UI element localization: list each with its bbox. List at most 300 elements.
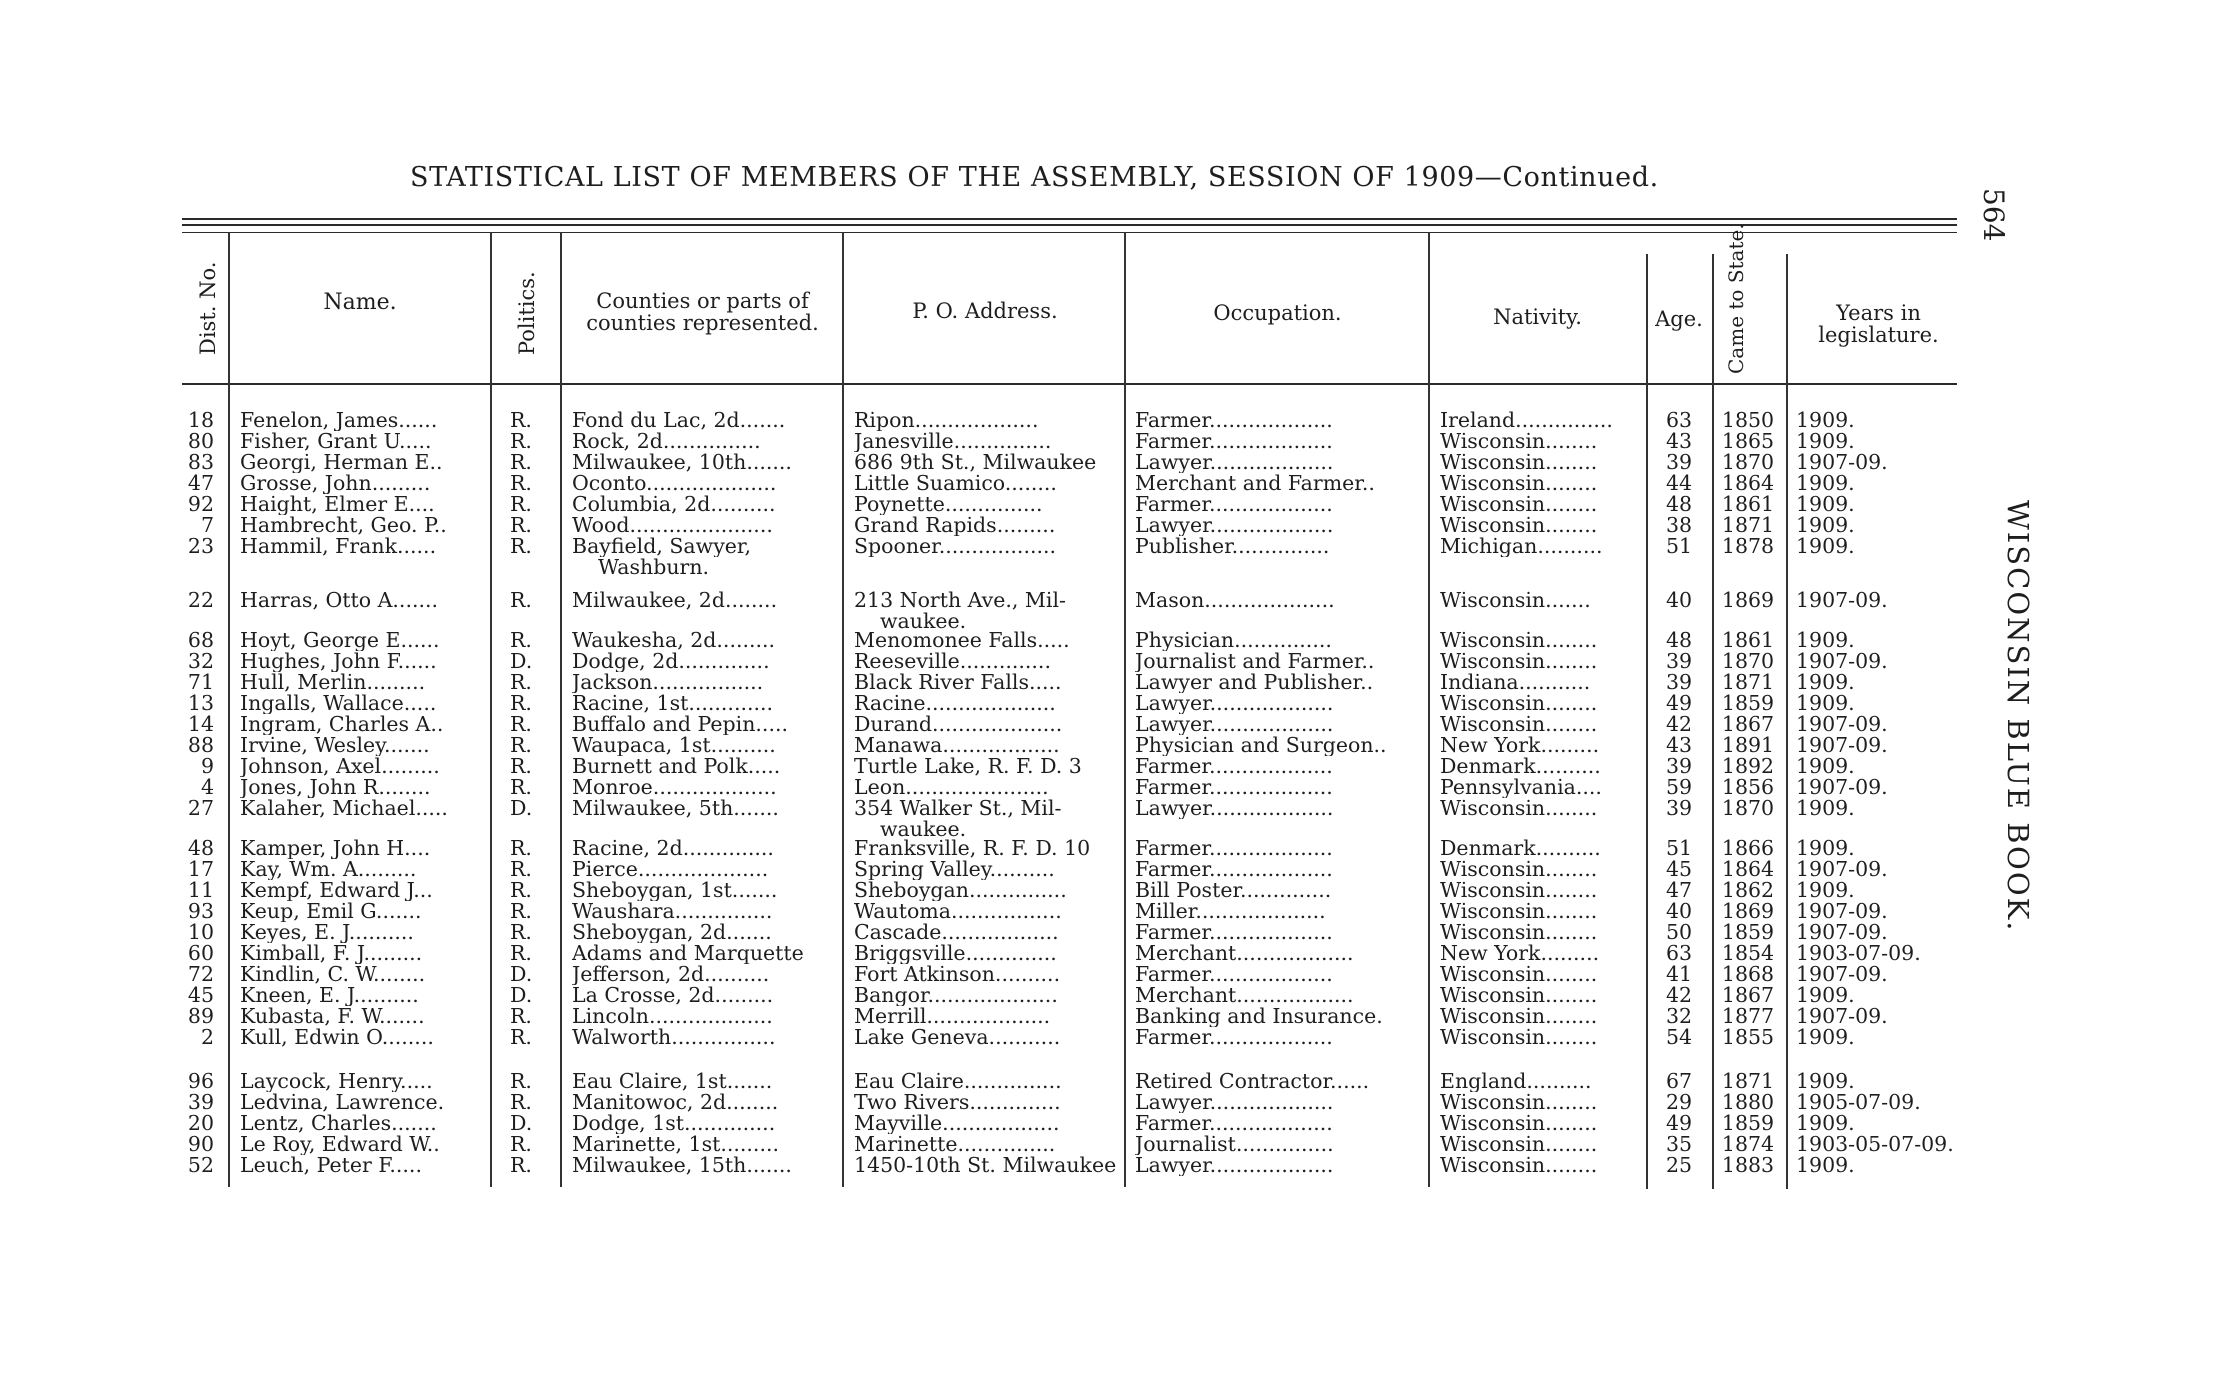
- po-address: Lake Geneva...........: [854, 1027, 1061, 1048]
- came-to-state: 1861: [1721, 494, 1775, 515]
- nativity: Wisconsin........: [1440, 985, 1598, 1006]
- po-address-continued: waukee.: [880, 819, 967, 840]
- county: Waukesha, 2d.........: [572, 630, 776, 651]
- po-address-continued: waukee.: [880, 611, 967, 632]
- table-row: [0, 1027, 2218, 1048]
- header-age: Age.: [1655, 307, 1703, 331]
- header-counties: Counties or parts of counties represented.: [586, 289, 819, 335]
- table-row: [0, 536, 2218, 578]
- table-row: [0, 693, 2218, 714]
- nativity: Wisconsin........: [1440, 431, 1598, 452]
- nativity: New York.........: [1440, 735, 1600, 756]
- age: 44: [1665, 473, 1693, 494]
- years-in-legislature: 1909.: [1796, 410, 1855, 431]
- dist-no: 9: [200, 756, 214, 777]
- dist-no: 96: [187, 1071, 214, 1092]
- dist-no: 20: [187, 1113, 214, 1134]
- politics: R.: [510, 494, 532, 515]
- age: 35: [1665, 1134, 1693, 1155]
- county: La Crosse, 2d.........: [572, 985, 774, 1006]
- dist-no: 52: [187, 1155, 214, 1176]
- age: 47: [1665, 880, 1693, 901]
- table-row: [0, 630, 2218, 651]
- occupation: Journalist and Farmer..: [1135, 651, 1375, 672]
- table-row: [0, 473, 2218, 494]
- po-address: Two Rivers..............: [854, 1092, 1061, 1113]
- politics: R.: [510, 735, 532, 756]
- member-name: Kubasta, F. W.......: [240, 1006, 425, 1027]
- member-name: Hambrecht, Geo. P..: [240, 515, 447, 536]
- age: 45: [1665, 859, 1693, 880]
- table-row: [0, 1071, 2218, 1092]
- age: 48: [1665, 494, 1693, 515]
- age: 54: [1665, 1027, 1693, 1048]
- nativity: Wisconsin.......: [1440, 590, 1591, 611]
- county: Columbia, 2d..........: [572, 494, 776, 515]
- po-address: Menomonee Falls.....: [854, 630, 1070, 651]
- table-row: [0, 452, 2218, 473]
- header-rule-top-3: [182, 232, 1957, 233]
- politics: R.: [510, 473, 532, 494]
- member-name: Kindlin, C. W........: [240, 964, 426, 985]
- occupation: Farmer...................: [1135, 964, 1333, 985]
- years-in-legislature: 1909.: [1796, 630, 1855, 651]
- po-address: Bangor....................: [854, 985, 1058, 1006]
- table-row: [0, 1092, 2218, 1113]
- occupation: Farmer...................: [1135, 431, 1333, 452]
- years-in-legislature: 1909.: [1796, 693, 1855, 714]
- age: 67: [1665, 1071, 1693, 1092]
- years-in-legislature: 1909.: [1796, 494, 1855, 515]
- age: 39: [1665, 651, 1693, 672]
- member-name: Hughes, John F......: [240, 651, 437, 672]
- member-name: Johnson, Axel.........: [240, 756, 440, 777]
- county: Milwaukee, 5th.......: [572, 798, 779, 819]
- po-address: Grand Rapids.........: [854, 515, 1056, 536]
- header-years: Years in legislature.: [1818, 301, 1939, 347]
- county: Pierce....................: [572, 859, 769, 880]
- nativity: Wisconsin........: [1440, 1092, 1598, 1113]
- age: 42: [1665, 714, 1693, 735]
- dist-no: 39: [187, 1092, 214, 1113]
- came-to-state: 1859: [1721, 693, 1775, 714]
- nativity: Wisconsin........: [1440, 515, 1598, 536]
- age: 40: [1665, 590, 1693, 611]
- age: 48: [1665, 630, 1693, 651]
- header-rule-top: [182, 218, 1957, 220]
- county: Walworth................: [572, 1027, 776, 1048]
- po-address: Marinette...............: [854, 1134, 1056, 1155]
- nativity: Denmark..........: [1440, 756, 1601, 777]
- nativity: New York.........: [1440, 943, 1600, 964]
- politics: D.: [510, 964, 533, 985]
- came-to-state: 1867: [1721, 714, 1775, 735]
- dist-no: 92: [187, 494, 214, 515]
- county: Racine, 1st.............: [572, 693, 774, 714]
- po-address: Ripon...................: [854, 410, 1039, 431]
- years-in-legislature: 1907-09.: [1796, 651, 1888, 672]
- politics: R.: [510, 1071, 532, 1092]
- dist-no: 11: [187, 880, 214, 901]
- came-to-state: 1856: [1721, 777, 1775, 798]
- nativity: Wisconsin........: [1440, 473, 1598, 494]
- came-to-state: 1850: [1721, 410, 1775, 431]
- age: 59: [1665, 777, 1693, 798]
- county: Jefferson, 2d..........: [572, 964, 770, 985]
- age: 49: [1665, 1113, 1693, 1134]
- politics: R.: [510, 452, 532, 473]
- po-address: Spring Valley..........: [854, 859, 1055, 880]
- po-address: Racine....................: [854, 693, 1056, 714]
- nativity: Pennsylvania....: [1440, 777, 1602, 798]
- header-occupation: Occupation.: [1213, 301, 1342, 325]
- county: Marinette, 1st.........: [572, 1134, 779, 1155]
- age: 63: [1665, 410, 1693, 431]
- county: Fond du Lac, 2d.......: [572, 410, 786, 431]
- member-name: Haight, Elmer E....: [240, 494, 435, 515]
- politics: D.: [510, 798, 533, 819]
- politics: R.: [510, 630, 532, 651]
- table-row: [0, 756, 2218, 777]
- years-in-legislature: 1907-09.: [1796, 964, 1888, 985]
- table-row: [0, 1134, 2218, 1155]
- county: Dodge, 2d..............: [572, 651, 770, 672]
- years-in-legislature: 1909.: [1796, 838, 1855, 859]
- years-in-legislature: 1907-09.: [1796, 714, 1888, 735]
- nativity: Michigan..........: [1440, 536, 1603, 557]
- nativity: Wisconsin........: [1440, 1134, 1598, 1155]
- came-to-state: 1871: [1721, 672, 1775, 693]
- table-row: [0, 672, 2218, 693]
- years-in-legislature: 1909.: [1796, 1113, 1855, 1134]
- occupation: Farmer...................: [1135, 494, 1333, 515]
- po-address: 686 9th St., Milwaukee: [854, 452, 1097, 473]
- member-name: Keyes, E. J..........: [240, 922, 414, 943]
- member-name: Ingalls, Wallace.....: [240, 693, 437, 714]
- county: Rock, 2d...............: [572, 431, 761, 452]
- nativity: England..........: [1440, 1071, 1592, 1092]
- years-in-legislature: 1909.: [1796, 536, 1855, 557]
- dist-no: 48: [187, 838, 214, 859]
- years-in-legislature: 1905-07-09.: [1796, 1092, 1921, 1113]
- member-name: Hammil, Frank......: [240, 536, 437, 557]
- came-to-state: 1867: [1721, 985, 1775, 1006]
- nativity: Wisconsin........: [1440, 693, 1598, 714]
- member-name: Grosse, John.........: [240, 473, 431, 494]
- occupation: Farmer...................: [1135, 756, 1333, 777]
- po-address: Black River Falls.....: [854, 672, 1062, 693]
- member-name: Kalaher, Michael.....: [240, 798, 448, 819]
- occupation: Lawyer...................: [1135, 1092, 1334, 1113]
- table-row: [0, 410, 2218, 431]
- nativity: Wisconsin........: [1440, 1027, 1598, 1048]
- county: Manitowoc, 2d........: [572, 1092, 779, 1113]
- po-address: Manawa..................: [854, 735, 1060, 756]
- dist-no: 93: [187, 901, 214, 922]
- county: Oconto....................: [572, 473, 777, 494]
- header-politics: Politics.: [515, 271, 539, 355]
- nativity: Wisconsin........: [1440, 1155, 1598, 1176]
- came-to-state: 1859: [1721, 1113, 1775, 1134]
- age: 43: [1665, 735, 1693, 756]
- table-row: [0, 714, 2218, 735]
- member-name: Ledvina, Lawrence.: [240, 1092, 445, 1113]
- occupation: Farmer...................: [1135, 1113, 1333, 1134]
- age: 39: [1665, 756, 1693, 777]
- came-to-state: 1862: [1721, 880, 1775, 901]
- came-to-state: 1871: [1721, 515, 1775, 536]
- years-in-legislature: 1907-09.: [1796, 777, 1888, 798]
- po-address: Poynette...............: [854, 494, 1043, 515]
- table-row: [0, 1006, 2218, 1027]
- nativity: Ireland...............: [1440, 410, 1613, 431]
- po-address: Wautoma.................: [854, 901, 1062, 922]
- came-to-state: 1874: [1721, 1134, 1775, 1155]
- table-row: [0, 515, 2218, 536]
- politics: R.: [510, 880, 532, 901]
- po-address: 213 North Ave., Mil-: [854, 590, 1066, 611]
- county: Dodge, 1st..............: [572, 1113, 776, 1134]
- age: 42: [1665, 985, 1693, 1006]
- politics: R.: [510, 536, 532, 557]
- table-row: [0, 985, 2218, 1006]
- came-to-state: 1880: [1721, 1092, 1775, 1113]
- years-in-legislature: 1909.: [1796, 880, 1855, 901]
- politics: R.: [510, 1027, 532, 1048]
- politics: D.: [510, 985, 533, 1006]
- dist-no: 72: [187, 964, 214, 985]
- years-in-legislature: 1907-09.: [1796, 1006, 1888, 1027]
- member-name: Kneen, E. J..........: [240, 985, 419, 1006]
- member-name: Fenelon, James......: [240, 410, 438, 431]
- dist-no: 90: [187, 1134, 214, 1155]
- dist-no: 18: [187, 410, 214, 431]
- member-name: Harras, Otto A.......: [240, 590, 439, 611]
- came-to-state: 1869: [1721, 901, 1775, 922]
- nativity: Wisconsin........: [1440, 452, 1598, 473]
- occupation: Retired Contractor......: [1135, 1071, 1370, 1092]
- dist-no: 60: [187, 943, 214, 964]
- member-name: Laycock, Henry.....: [240, 1071, 433, 1092]
- dist-no: 23: [187, 536, 214, 557]
- age: 50: [1665, 922, 1693, 943]
- member-name: Le Roy, Edward W..: [240, 1134, 440, 1155]
- came-to-state: 1870: [1721, 452, 1775, 473]
- member-name: Kempf, Edward J...: [240, 880, 433, 901]
- years-in-legislature: 1907-09.: [1796, 452, 1888, 473]
- years-in-legislature: 1909.: [1796, 1155, 1855, 1176]
- po-address: 354 Walker St., Mil-: [854, 798, 1062, 819]
- came-to-state: 1866: [1721, 838, 1775, 859]
- age: 32: [1665, 1006, 1693, 1027]
- years-in-legislature: 1909.: [1796, 473, 1855, 494]
- member-name: Irvine, Wesley.......: [240, 735, 430, 756]
- nativity: Wisconsin........: [1440, 922, 1598, 943]
- years-in-legislature: 1909.: [1796, 798, 1855, 819]
- po-address: Sheboygan...............: [854, 880, 1067, 901]
- county: Buffalo and Pepin.....: [572, 714, 789, 735]
- years-in-legislature: 1909.: [1796, 672, 1855, 693]
- came-to-state: 1859: [1721, 922, 1775, 943]
- member-name: Fisher, Grant U.....: [240, 431, 432, 452]
- table-row: [0, 494, 2218, 515]
- po-address: Janesville...............: [854, 431, 1052, 452]
- came-to-state: 1869: [1721, 590, 1775, 611]
- po-address: Spooner..................: [854, 536, 1057, 557]
- header-nativity: Nativity.: [1493, 305, 1582, 329]
- occupation: Farmer...................: [1135, 777, 1333, 798]
- county: Milwaukee, 2d........: [572, 590, 778, 611]
- county: Bayfield, Sawyer,: [572, 536, 751, 557]
- county: Jackson.................: [572, 672, 764, 693]
- dist-no: 83: [187, 452, 214, 473]
- nativity: Wisconsin........: [1440, 798, 1598, 819]
- nativity: Wisconsin........: [1440, 714, 1598, 735]
- politics: D.: [510, 1113, 533, 1134]
- occupation: Merchant..................: [1135, 943, 1354, 964]
- age: 40: [1665, 901, 1693, 922]
- table-row: [0, 901, 2218, 922]
- occupation: Merchant and Farmer..: [1135, 473, 1375, 494]
- dist-no: 14: [187, 714, 214, 735]
- header-rule-top-2: [182, 224, 1957, 226]
- politics: R.: [510, 515, 532, 536]
- dist-no: 68: [187, 630, 214, 651]
- dist-no: 32: [187, 651, 214, 672]
- years-in-legislature: 1907-09.: [1796, 590, 1888, 611]
- politics: R.: [510, 1134, 532, 1155]
- politics: R.: [510, 693, 532, 714]
- age: 41: [1665, 964, 1693, 985]
- occupation: Lawyer...................: [1135, 693, 1334, 714]
- occupation: Physician...............: [1135, 630, 1332, 651]
- table-row: [0, 880, 2218, 901]
- occupation: Lawyer...................: [1135, 452, 1334, 473]
- years-in-legislature: 1909.: [1796, 1027, 1855, 1048]
- table-row: [0, 431, 2218, 452]
- po-address: Eau Claire...............: [854, 1071, 1062, 1092]
- politics: R.: [510, 943, 532, 964]
- years-in-legislature: 1909.: [1796, 756, 1855, 777]
- occupation: Lawyer and Publisher..: [1135, 672, 1374, 693]
- occupation: Merchant..................: [1135, 985, 1354, 1006]
- age: 39: [1665, 798, 1693, 819]
- politics: R.: [510, 431, 532, 452]
- politics: R.: [510, 1092, 532, 1113]
- occupation: Lawyer...................: [1135, 515, 1334, 536]
- header-dist: Dist. No.: [196, 261, 220, 355]
- page-number: 564: [1977, 188, 2010, 242]
- member-name: Kamper, John H....: [240, 838, 431, 859]
- county: Waushara...............: [572, 901, 773, 922]
- nativity: Wisconsin........: [1440, 494, 1598, 515]
- politics: R.: [510, 714, 532, 735]
- politics: R.: [510, 1155, 532, 1176]
- politics: R.: [510, 410, 532, 431]
- politics: R.: [510, 756, 532, 777]
- years-in-legislature: 1903-07-09.: [1796, 943, 1921, 964]
- po-address: Merrill...................: [854, 1006, 1051, 1027]
- county: Adams and Marquette: [572, 943, 804, 964]
- dist-no: 71: [187, 672, 214, 693]
- occupation: Farmer...................: [1135, 922, 1333, 943]
- member-name: Kimball, F. J.........: [240, 943, 423, 964]
- occupation: Mason....................: [1135, 590, 1335, 611]
- politics: R.: [510, 590, 532, 611]
- po-address: Mayville..................: [854, 1113, 1060, 1134]
- politics: R.: [510, 672, 532, 693]
- nativity: Wisconsin........: [1440, 630, 1598, 651]
- po-address: Franksville, R. F. D. 10: [854, 838, 1091, 859]
- politics: R.: [510, 838, 532, 859]
- politics: D.: [510, 651, 533, 672]
- years-in-legislature: 1907-09.: [1796, 859, 1888, 880]
- dist-no: 45: [187, 985, 214, 1006]
- member-name: Kay, Wm. A.........: [240, 859, 417, 880]
- dist-no: 89: [187, 1006, 214, 1027]
- table-row: [0, 735, 2218, 756]
- dist-no: 22: [187, 590, 214, 611]
- table-row: [0, 1155, 2218, 1176]
- occupation: Farmer...................: [1135, 1027, 1333, 1048]
- nativity: Wisconsin........: [1440, 964, 1598, 985]
- table-row: [0, 922, 2218, 943]
- years-in-legislature: 1909.: [1796, 985, 1855, 1006]
- table-row: [0, 798, 2218, 840]
- county: Lincoln...................: [572, 1006, 773, 1027]
- age: 51: [1665, 536, 1693, 557]
- came-to-state: 1883: [1721, 1155, 1775, 1176]
- county: Monroe...................: [572, 777, 777, 798]
- member-name: Georgi, Herman E..: [240, 452, 443, 473]
- occupation: Physician and Surgeon..: [1135, 735, 1387, 756]
- dist-no: 88: [187, 735, 214, 756]
- came-to-state: 1864: [1721, 473, 1775, 494]
- table-row: [0, 777, 2218, 798]
- county: Sheboygan, 1st.......: [572, 880, 778, 901]
- po-address: Cascade..................: [854, 922, 1059, 943]
- po-address: 1450-10th St. Milwaukee: [854, 1155, 1117, 1176]
- table-row: [0, 859, 2218, 880]
- member-name: Leuch, Peter F.....: [240, 1155, 422, 1176]
- book-title: WISCONSIN BLUE BOOK.: [2001, 500, 2035, 933]
- table-row: [0, 964, 2218, 985]
- age: 63: [1665, 943, 1693, 964]
- politics: R.: [510, 859, 532, 880]
- came-to-state: 1878: [1721, 536, 1775, 557]
- politics: R.: [510, 901, 532, 922]
- occupation: Banking and Insurance.: [1135, 1006, 1383, 1027]
- table-row: [0, 943, 2218, 964]
- dist-no: 7: [200, 515, 214, 536]
- member-name: Hoyt, George E......: [240, 630, 440, 651]
- po-address: Little Suamico........: [854, 473, 1057, 494]
- nativity: Wisconsin........: [1440, 1006, 1598, 1027]
- came-to-state: 1871: [1721, 1071, 1775, 1092]
- nativity: Wisconsin........: [1440, 651, 1598, 672]
- came-to-state: 1891: [1721, 735, 1775, 756]
- age: 29: [1665, 1092, 1693, 1113]
- member-name: Jones, John R........: [240, 777, 431, 798]
- years-in-legislature: 1909.: [1796, 515, 1855, 536]
- years-in-legislature: 1909.: [1796, 431, 1855, 452]
- came-to-state: 1854: [1721, 943, 1775, 964]
- county: Waupaca, 1st..........: [572, 735, 776, 756]
- occupation: Farmer...................: [1135, 859, 1333, 880]
- county: Burnett and Polk.....: [572, 756, 781, 777]
- header-rule-bottom: [182, 383, 1957, 385]
- age: 51: [1665, 838, 1693, 859]
